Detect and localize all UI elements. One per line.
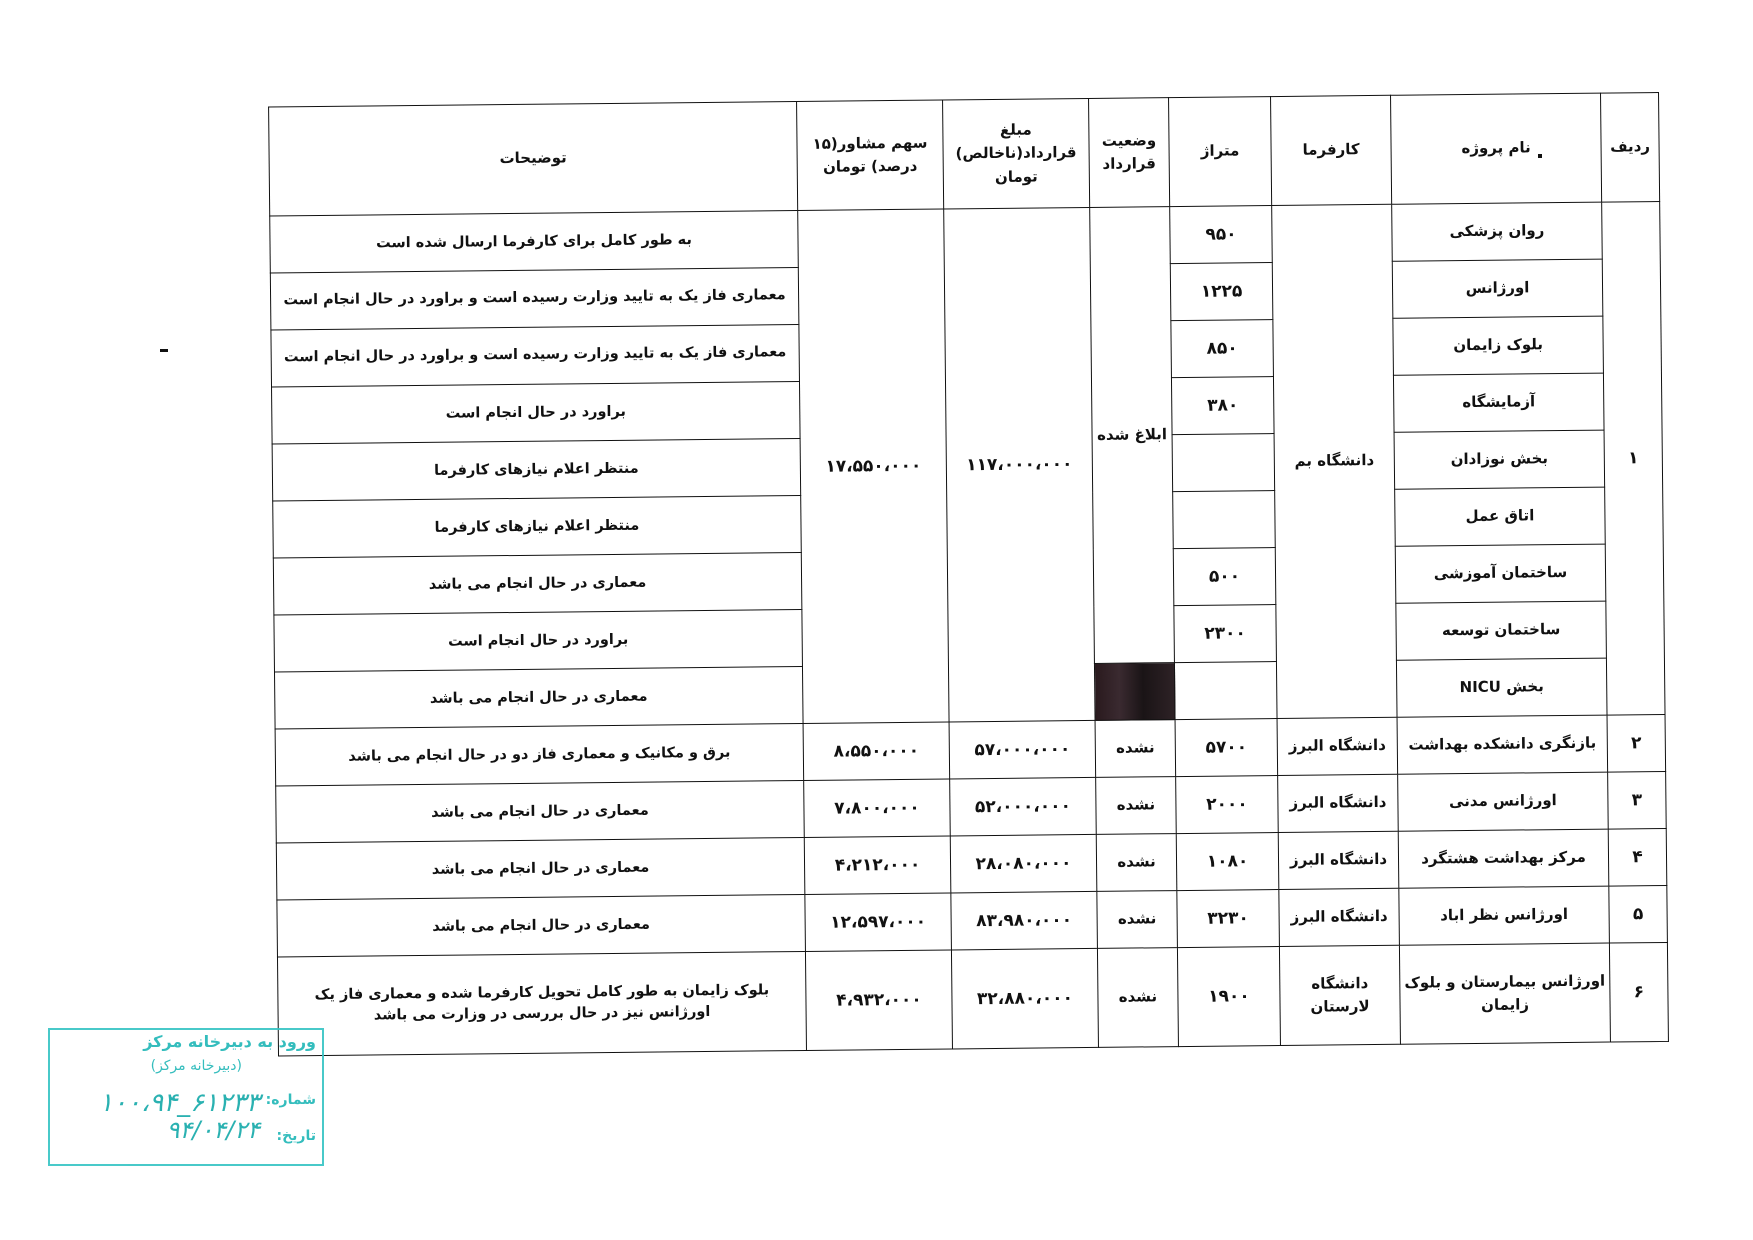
header-employer: کارفرما [1271, 95, 1392, 205]
header-project-name: نام پروژه [1391, 93, 1602, 204]
share-cell: ۱۲،۵۹۷،۰۰۰ [805, 893, 952, 952]
amount-cell: ۵۲،۰۰۰،۰۰۰ [950, 777, 1097, 836]
stamp-number-label: شماره: [265, 1092, 316, 1108]
share-cell: ۱۷،۵۵۰،۰۰۰ [798, 209, 949, 724]
notes-cell: براورد در حال انجام است [274, 609, 803, 672]
area-cell [1173, 491, 1276, 549]
header-consultant-share: سهم مشاور(۱۵ درصد) تومان [797, 100, 944, 211]
area-cell [1172, 434, 1275, 492]
area-cell: ۲۳۰۰ [1174, 605, 1277, 663]
scan-mark [1538, 154, 1542, 158]
header-contract-status: وضعیت قرارداد [1089, 98, 1170, 208]
stamp-date-value: ۹۴/۰۴/۲۴ [166, 1116, 260, 1144]
area-cell: ۸۵۰ [1171, 320, 1274, 378]
row-number: ۱ [1602, 201, 1665, 715]
notes-cell: معماری در حال انجام می باشد [276, 780, 805, 843]
header-notes: توضیحات [269, 102, 798, 217]
employer-cell: دانشگاه لارستان [1279, 945, 1400, 1045]
employer-cell: دانشگاه بم [1272, 204, 1397, 718]
area-cell: ۳۲۳۰ [1177, 890, 1280, 948]
notes-cell: معماری در حال انجام می باشد [273, 552, 802, 615]
area-cell: ۲۰۰۰ [1176, 776, 1279, 834]
notes-cell: براورد در حال انجام است [272, 382, 801, 445]
scan-mark [160, 349, 168, 352]
notes-cell: منتظر اعلام نیازهای کارفرما [272, 439, 801, 502]
amount-cell: ۸۳،۹۸۰،۰۰۰ [951, 891, 1098, 950]
project-name: اتاق عمل [1395, 487, 1606, 546]
project-name: بخش NICU [1396, 658, 1607, 717]
notes-cell: برق و مکانیک و معماری فاز دو در حال انجام می باشد [275, 723, 804, 786]
row-number: ۳ [1608, 771, 1667, 829]
project-name: اورژانس بیمارستان و بلوک زایمان [1399, 943, 1610, 1044]
area-cell: ۵۰۰ [1173, 548, 1276, 606]
stamp-number-value: ۱۰۰،۹۴_۶۱۲۳۳ [98, 1088, 260, 1118]
notes-cell: معماری در حال انجام می باشد [277, 894, 806, 957]
amount-cell: ۲۸،۰۸۰،۰۰۰ [950, 834, 1097, 893]
area-cell: ۱۰۸۰ [1176, 833, 1279, 891]
status-cell: ابلاغ شده [1090, 207, 1175, 664]
project-name: بلوک زایمان [1393, 316, 1604, 375]
amount-cell: ۵۷،۰۰۰،۰۰۰ [949, 720, 1096, 779]
status-cell: نشده [1095, 720, 1176, 778]
notes-cell: معماری فاز یک به تایید وزارت رسیده است و براورد در حال انجام است [271, 325, 800, 388]
status-cell: نشده [1097, 891, 1178, 949]
employer-cell: دانشگاه البرز [1279, 888, 1400, 946]
notes-cell: منتظر اعلام نیازهای کارفرما [273, 495, 802, 558]
notes-cell: بلوک زایمان به طور کامل تحویل کارفرما شده و معماری فاز یک اورژانس نیز در حال بررسی در وزارت می باشد [277, 951, 806, 1056]
stamp-date-label: تاریخ: [276, 1128, 316, 1144]
project-name: مرکز بهداشت هشتگرد [1398, 829, 1609, 888]
stamp-title: ورود به دبیرخانه مرکز [143, 1032, 316, 1051]
amount-cell: ۱۱۷،۰۰۰،۰۰۰ [944, 207, 1095, 722]
amount-cell: ۳۲،۸۸۰،۰۰۰ [951, 948, 1098, 1049]
share-cell: ۴،۲۱۲،۰۰۰ [804, 836, 951, 895]
share-cell: ۴،۹۳۲،۰۰۰ [805, 950, 952, 1051]
area-cell [1174, 662, 1277, 720]
status-cell: نشده [1097, 948, 1178, 1048]
project-name: اورژانس مدنی [1398, 772, 1609, 831]
employer-cell: دانشگاه البرز [1278, 774, 1399, 832]
row-number: ۶ [1609, 942, 1668, 1042]
area-cell: ۹۵۰ [1170, 206, 1273, 264]
header-area: متراژ [1169, 97, 1272, 207]
project-name: ساختمان توسعه [1396, 601, 1607, 660]
row-number: ۲ [1607, 714, 1666, 772]
header-row [269, 92, 1660, 216]
row-number: ۵ [1609, 885, 1668, 943]
notes-cell: معماری فاز یک به تایید وزارت رسیده است و براورد در حال انجام است [270, 268, 799, 331]
project-name: اورژانس [1392, 259, 1603, 318]
project-name: بخش نوزادان [1394, 430, 1605, 489]
project-name: بازنگری دانشکده بهداشت [1397, 715, 1608, 774]
projects-table [268, 92, 1669, 1057]
notes-cell: به طور کامل برای کارفرما ارسال شده است [270, 211, 799, 274]
status-cell: نشده [1096, 777, 1177, 835]
document-page [268, 92, 1668, 1057]
table-row [277, 942, 1668, 1056]
project-name: آزمایشگاه [1393, 373, 1604, 432]
share-cell: ۷،۸۰۰،۰۰۰ [804, 779, 951, 838]
area-cell: ۳۸۰ [1171, 377, 1274, 435]
area-cell: ۵۷۰۰ [1175, 719, 1278, 777]
row-number: ۴ [1608, 828, 1667, 886]
employer-cell: دانشگاه البرز [1277, 717, 1398, 775]
header-contract-amount: مبلغ قرارداد(ناخالص) تومان [943, 98, 1090, 209]
project-name: روان پزشکی [1392, 202, 1603, 261]
redacted-block [1094, 663, 1175, 721]
status-cell: نشده [1096, 834, 1177, 892]
receipt-stamp [48, 1028, 324, 1166]
notes-cell: معماری در حال انجام می باشد [276, 837, 805, 900]
stamp-subtitle: (دبیرخانه مرکز) [150, 1058, 242, 1074]
employer-cell: دانشگاه البرز [1278, 831, 1399, 889]
project-name: اورژانس نظر اباد [1399, 886, 1610, 945]
header-row-no: ردیف [1601, 92, 1660, 202]
area-cell: ۱۹۰۰ [1177, 947, 1280, 1047]
project-name: ساختمان آموزشی [1395, 544, 1606, 603]
share-cell: ۸،۵۵۰،۰۰۰ [803, 722, 950, 781]
notes-cell: معماری در حال انجام می باشد [274, 666, 803, 729]
area-cell: ۱۲۲۵ [1170, 263, 1273, 321]
